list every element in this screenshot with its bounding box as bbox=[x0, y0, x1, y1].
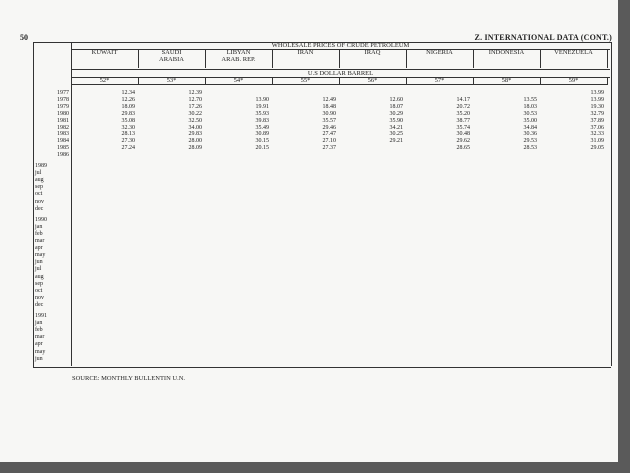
cell-value: 29.83 bbox=[121, 110, 135, 117]
cell-value: 18.09 bbox=[121, 103, 135, 110]
row-year: 1978 bbox=[57, 96, 69, 103]
cell-value: 28.00 bbox=[188, 138, 202, 145]
row-year: 1984 bbox=[57, 138, 69, 145]
cell-value: 35.20 bbox=[456, 110, 470, 117]
column-header: SAUDI ARABIA bbox=[138, 49, 206, 68]
month-group-year: 1990 bbox=[35, 216, 47, 223]
cell-value: 30.53 bbox=[523, 110, 537, 117]
cell-value: 39.83 bbox=[255, 117, 269, 124]
row-month: feb bbox=[35, 327, 43, 334]
row-month: feb bbox=[35, 230, 43, 237]
row-month: nov bbox=[35, 294, 44, 301]
row-month: oct bbox=[35, 191, 43, 198]
cell-value: 20.72 bbox=[456, 103, 470, 110]
column-header: IRAQ bbox=[339, 49, 407, 68]
source-note: SOURCE: MONTHLY BULLENTIN U.N. bbox=[72, 375, 186, 382]
cell-value: 19.91 bbox=[255, 103, 269, 110]
column-code: 59* bbox=[540, 77, 608, 85]
cell-value: 30.25 bbox=[389, 131, 403, 138]
cell-value: 38.77 bbox=[456, 117, 470, 124]
cell-value: 19.30 bbox=[590, 103, 604, 110]
cell-value: 30.22 bbox=[188, 110, 202, 117]
cell-value: 18.03 bbox=[523, 103, 537, 110]
cell-value: 13.90 bbox=[255, 96, 269, 103]
cell-value: 28.09 bbox=[188, 145, 202, 152]
cell-value: 30.36 bbox=[523, 131, 537, 138]
column-code: 58* bbox=[473, 77, 541, 85]
cell-value: 32.79 bbox=[590, 110, 604, 117]
row-month: mar bbox=[35, 334, 45, 341]
column-code: 55* bbox=[272, 77, 340, 85]
cell-value: 30.15 bbox=[255, 138, 269, 145]
cell-value: 32.30 bbox=[121, 124, 135, 131]
column-code: 52* bbox=[71, 77, 139, 85]
cell-value: 35.57 bbox=[322, 117, 336, 124]
cell-value: 28.13 bbox=[121, 131, 135, 138]
cell-value: 12.49 bbox=[322, 96, 336, 103]
cell-value: 12.34 bbox=[121, 90, 135, 96]
cell-value: 29.05 bbox=[590, 145, 604, 152]
row-month: sep bbox=[35, 280, 43, 287]
row-year: 1986 bbox=[57, 152, 69, 159]
cell-value: 29.46 bbox=[322, 124, 336, 131]
cell-value: 30.29 bbox=[389, 110, 403, 117]
row-month: mar bbox=[35, 238, 45, 244]
cell-value: 35.49 bbox=[255, 124, 269, 131]
cell-value: 29.83 bbox=[188, 131, 202, 138]
cell-value: 13.55 bbox=[523, 96, 537, 103]
cell-value: 34.00 bbox=[188, 124, 202, 131]
column-code: 57* bbox=[406, 77, 474, 85]
row-year: 1979 bbox=[57, 103, 69, 110]
row-month: nov bbox=[35, 198, 44, 205]
month-group-year: 1989 bbox=[35, 163, 47, 169]
column-header: NIGERIA bbox=[406, 49, 474, 68]
cell-value: 12.26 bbox=[121, 96, 135, 103]
row-year: 1982 bbox=[57, 124, 69, 131]
cell-value: 12.60 bbox=[389, 96, 403, 103]
row-month: jan bbox=[35, 223, 43, 230]
cell-value: 12.39 bbox=[188, 90, 202, 96]
row-month: dec bbox=[35, 205, 44, 212]
row-year: 1981 bbox=[57, 117, 69, 124]
row-month: jan bbox=[35, 320, 43, 327]
cell-value: 18.48 bbox=[322, 103, 336, 110]
cell-value: 27.30 bbox=[121, 138, 135, 145]
cell-value: 37.89 bbox=[590, 117, 604, 124]
row-month: aug bbox=[35, 177, 44, 184]
cell-value: 29.62 bbox=[456, 138, 470, 145]
column-header: INDONESIA bbox=[473, 49, 541, 68]
column-header: KUWAIT bbox=[71, 49, 139, 68]
cell-value: 30.90 bbox=[322, 110, 336, 117]
cell-value: 35.08 bbox=[121, 117, 135, 124]
column-code: 54* bbox=[205, 77, 273, 85]
cell-value: 27.37 bbox=[322, 145, 336, 152]
row-year: 1983 bbox=[57, 131, 69, 138]
column-header: LIBYAN ARAB. REP. bbox=[205, 49, 273, 68]
column-code: 56* bbox=[339, 77, 407, 85]
cell-value: 20.15 bbox=[255, 145, 269, 152]
row-month: sep bbox=[35, 184, 43, 191]
cell-value: 30.48 bbox=[456, 131, 470, 138]
cell-value: 13.99 bbox=[590, 90, 604, 96]
cell-value: 35.00 bbox=[523, 117, 537, 124]
row-month: oct bbox=[35, 287, 43, 294]
row-month: jun bbox=[35, 355, 43, 362]
column-code: 53* bbox=[138, 77, 206, 85]
row-month: apr bbox=[35, 245, 43, 252]
column-header: VENEZUELA bbox=[540, 49, 608, 68]
section-title: Z. INTERNATIONAL DATA (CONT.) bbox=[474, 33, 612, 42]
cell-value: 34.21 bbox=[389, 124, 403, 131]
row-month: may bbox=[35, 348, 46, 355]
cell-value: 17.26 bbox=[188, 103, 202, 110]
cell-value: 29.53 bbox=[523, 138, 537, 145]
cell-value: 35.93 bbox=[255, 110, 269, 117]
cell-value: 34.84 bbox=[523, 124, 537, 131]
cell-value: 30.89 bbox=[255, 131, 269, 138]
units-label: U.S DOLLAR BARREL bbox=[71, 69, 610, 78]
row-year: 1980 bbox=[57, 110, 69, 117]
row-month: jun bbox=[35, 259, 43, 266]
cell-value: 27.24 bbox=[121, 145, 135, 152]
cell-value: 32.50 bbox=[188, 117, 202, 124]
column-header: IRAN bbox=[272, 49, 340, 68]
row-month: jul bbox=[35, 266, 42, 273]
cell-value: 31.09 bbox=[590, 138, 604, 145]
cell-value: 32.33 bbox=[590, 131, 604, 138]
row-month: dec bbox=[35, 301, 44, 308]
cell-value: 14.17 bbox=[456, 96, 470, 103]
cell-value: 18.07 bbox=[389, 103, 403, 110]
cell-value: 28.53 bbox=[523, 145, 537, 152]
cell-value: 29.21 bbox=[389, 138, 403, 145]
cell-value: 12.70 bbox=[188, 96, 202, 103]
page-number: 50 bbox=[20, 33, 28, 42]
cell-value: 35.74 bbox=[456, 124, 470, 131]
row-month: may bbox=[35, 252, 46, 259]
row-month: aug bbox=[35, 273, 44, 280]
cell-value: 27.47 bbox=[322, 131, 336, 138]
row-month: apr bbox=[35, 341, 43, 348]
cell-value: 27.10 bbox=[322, 138, 336, 145]
row-year: 1985 bbox=[57, 145, 69, 152]
cell-value: 35.90 bbox=[389, 117, 403, 124]
cell-value: 28.65 bbox=[456, 145, 470, 152]
month-group-year: 1991 bbox=[35, 313, 47, 319]
cell-value: 13.99 bbox=[590, 96, 604, 103]
cell-value: 37.06 bbox=[590, 124, 604, 131]
row-year: 1977 bbox=[57, 90, 69, 96]
table-title: WHOLESALE PRICES OF CRUDE PETROLEUM bbox=[71, 42, 610, 50]
row-month: jul bbox=[35, 170, 42, 177]
